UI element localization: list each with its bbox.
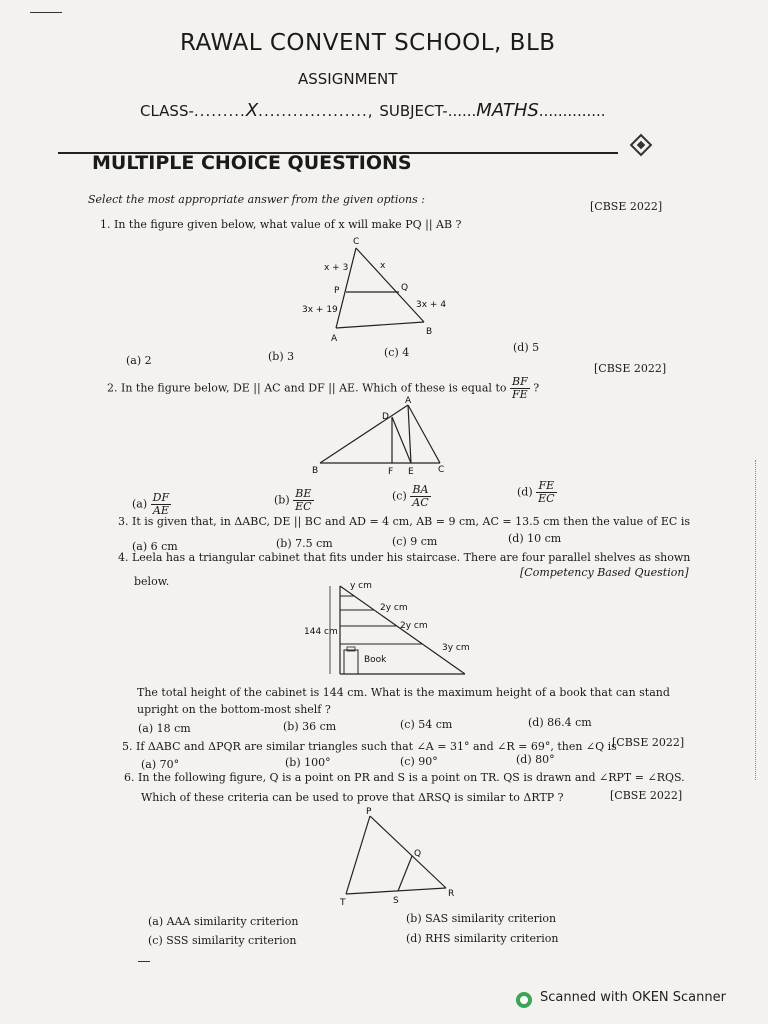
q3-option-a: (a) 6 cm xyxy=(132,540,178,553)
q6-option-b: (b) SAS similarity criterion xyxy=(406,912,557,925)
question-1-text: 1. In the figure given below, what value of x will make PQ || AB ? xyxy=(100,218,462,231)
fig6-label-s: S xyxy=(393,896,399,906)
fig1-label-3x19: 3x + 19 xyxy=(302,305,338,315)
end-mark xyxy=(138,961,150,962)
fig4-label-2y-a: 2y cm xyxy=(380,603,408,613)
q2-option-c: (c) $\frac{BA}{AC}$ xyxy=(392,483,429,509)
fig4-label-2y-b: 2y cm xyxy=(400,621,428,631)
q3-option-d: (d) 10 cm xyxy=(508,532,562,545)
q4-option-d: (d) 86.4 cm xyxy=(528,716,592,729)
question-4-text3: The total height of the cabinet is 144 cm. What is the maximum height of a book that can stand xyxy=(137,686,670,699)
fig1-label-p: P xyxy=(334,286,340,296)
question-4-text4: upright on the bottom-most shelf ? xyxy=(137,703,331,716)
q4-option-a: (a) 18 cm xyxy=(138,722,191,735)
question-4-text: 4. Leela has a triangular cabinet that fits under his staircase. There are four parallel shelves as shown xyxy=(118,551,691,564)
fig6-label-r: R xyxy=(448,889,455,899)
subject-label: SUBJECT- xyxy=(379,102,448,120)
q2-text: 2. In the figure below, DE || AC and DF || AE. Which of these is equal to xyxy=(107,381,507,395)
question-6-text2: Which of these criteria can be used to prove that ΔRSQ is similar to ΔRTP ? xyxy=(141,791,564,804)
figure-4 xyxy=(300,580,480,680)
fig1-label-b: B xyxy=(426,327,433,337)
q2-option-a: (a) $\frac{DF}{AE}$ xyxy=(132,491,170,517)
assignment-title: ASSIGNMENT xyxy=(298,70,398,88)
fig4-label-y: y cm xyxy=(350,581,372,591)
q5-option-d: (d) 80° xyxy=(516,753,555,766)
scanner-watermark: Scanned with OKEN Scanner xyxy=(540,990,726,1005)
fig6-label-p: P xyxy=(366,807,372,817)
q3-option-b: (b) 7.5 cm xyxy=(276,537,333,550)
q3-option-c: (c) 9 cm xyxy=(392,535,438,548)
fig2-label-f: F xyxy=(388,467,394,477)
fig2-label-e: E xyxy=(408,467,414,477)
fig1-label-q: Q xyxy=(401,283,409,293)
q5-option-c: (c) 90° xyxy=(400,755,438,768)
q2-option-d: (d) $\frac{FE}{EC}$ xyxy=(517,479,555,505)
figure-2 xyxy=(308,395,458,477)
fig2-label-c: C xyxy=(438,465,445,475)
fig6-label-t: T xyxy=(340,898,346,906)
question-2-tag: [CBSE 2022] xyxy=(594,362,667,375)
question-4-text2: below. xyxy=(134,575,170,588)
instruction: Select the most appropriate answer from the given options : xyxy=(88,193,425,206)
question-1-tag: [CBSE 2022] xyxy=(590,200,663,213)
q4-option-b: (b) 36 cm xyxy=(283,720,337,733)
q5-option-a: (a) 70° xyxy=(141,758,180,771)
question-4-tag: [Competency Based Question] xyxy=(520,566,689,579)
section-title: MULTIPLE CHOICE QUESTIONS xyxy=(92,152,412,174)
fig1-label-a: A xyxy=(331,334,338,344)
question-6-text: 6. In the following figure, Q is a point on PR and S is a point on TR. QS is drawn and ∠RPT = ∠RQS. xyxy=(124,771,685,784)
figure-1 xyxy=(296,232,466,347)
ornament-icon xyxy=(628,132,654,158)
fig1-label-3x4: 3x + 4 xyxy=(416,300,447,310)
q6-option-a: (a) AAA similarity criterion xyxy=(148,915,299,928)
q2-suffix: ? xyxy=(533,381,540,395)
q2-frac-den: FE xyxy=(512,388,528,401)
fig4-label-book: Book xyxy=(364,655,387,665)
class-label: CLASS- xyxy=(140,102,194,120)
school-name: RAWAL CONVENT SCHOOL, BLB xyxy=(180,30,556,56)
question-3-text: 3. It is given that, in ΔABC, DE || BC and AD = 4 cm, AB = 9 cm, AC = 13.5 cm then the value of EC is xyxy=(118,515,690,528)
q1-option-d: (d) 5 xyxy=(513,341,540,354)
question-5-text: 5. If ΔABC and ΔPQR are similar triangles such that ∠A = 31° and ∠R = 69°, then ∠Q is xyxy=(122,740,617,753)
q4-option-c: (c) 54 cm xyxy=(400,718,453,731)
fig4-label-3y: 3y cm xyxy=(442,643,470,653)
fig2-label-d: D xyxy=(382,412,389,422)
fig1-label-c: C xyxy=(353,237,360,247)
scan-edge xyxy=(755,460,766,780)
fig6-label-q: Q xyxy=(414,849,422,859)
figure-6 xyxy=(330,806,470,906)
q1-option-c: (c) 4 xyxy=(384,346,410,359)
fig1-label-x3: x + 3 xyxy=(324,263,349,273)
q1-option-a: (a) 2 xyxy=(126,354,152,367)
fig2-label-b: B xyxy=(312,466,319,476)
corner-mark xyxy=(30,12,62,13)
q2-fraction xyxy=(510,376,530,401)
scanner-logo-icon xyxy=(516,992,532,1008)
q6-option-d: (d) RHS similarity criterion xyxy=(406,932,559,945)
class-subject-line: CLASS-.........X..................., SUBJECT-......MATHS.............. xyxy=(140,100,606,121)
fig4-label-144: 144 cm xyxy=(304,627,338,637)
fig1-label-x: x xyxy=(380,261,386,271)
q6-option-c: (c) SSS similarity criterion xyxy=(148,934,297,947)
question-6-tag: [CBSE 2022] xyxy=(610,789,683,802)
q1-option-b: (b) 3 xyxy=(268,350,295,363)
q5-option-b: (b) 100° xyxy=(285,756,331,769)
q2-frac-num: BF xyxy=(512,375,528,388)
subject-value: MATHS xyxy=(476,100,539,121)
question-5-tag: [CBSE 2022] xyxy=(612,736,685,749)
fig2-label-a: A xyxy=(405,396,412,406)
q2-option-b: (b) $\frac{BE}{EC}$ xyxy=(274,487,312,513)
class-value: X xyxy=(245,100,259,121)
